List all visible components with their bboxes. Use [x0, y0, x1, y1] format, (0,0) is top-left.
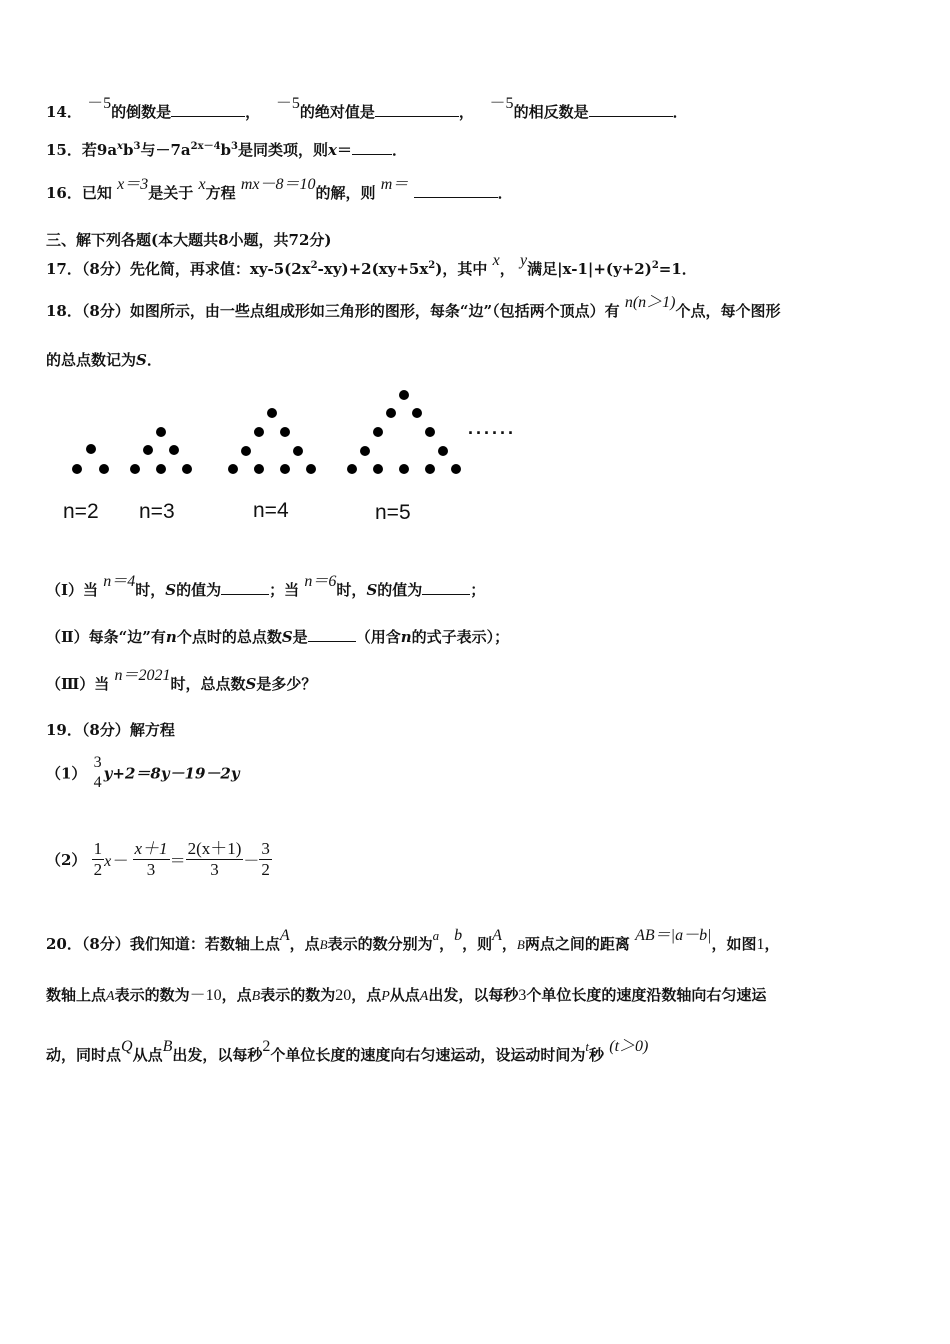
dot	[280, 427, 290, 437]
dot	[360, 446, 370, 456]
dot	[399, 390, 409, 400]
dot	[169, 445, 179, 455]
dot	[306, 464, 316, 474]
dot	[156, 464, 166, 474]
answer-blank[interactable]	[308, 627, 356, 642]
answer-blank[interactable]	[422, 580, 470, 595]
dot	[347, 464, 357, 474]
question-14: 14． －5的倒数是 ， －5的绝对值是 ， －5的相反数是 ．	[46, 95, 688, 121]
fraction: $\frac{2(x+1)}{3}$	[187, 839, 242, 879]
dot	[425, 464, 435, 474]
section-3-title: 三、解下列各题(本大题共8小题，共72分)	[46, 231, 332, 249]
dot	[451, 464, 461, 474]
question-19: 19．（8分）解方程	[46, 721, 175, 739]
question-16: 16．已知 x＝3是关于 x方程 mx－8＝10的解，则 m＝ ．	[46, 176, 513, 202]
dot	[72, 464, 82, 474]
q16-number: 16．	[46, 184, 82, 202]
q18-part-2: （Ⅱ）每条“边”有n个点时的总点数S是 （用含n的式子表示）；	[46, 628, 510, 646]
question-20-line-1: 20．（8分）我们知道：若数轴上点A，点B表示的数分别为a，b，则A，B两点之间的距离 AB＝|a－b|，如图1，	[46, 927, 780, 953]
q19-part-2: （2） $\frac{1}{2}$ x－ $\frac{x+1}{3}$ ＝ $\frac{2(x+1)}{3}$ － $\frac{3}{2}$	[46, 839, 270, 879]
dot	[293, 446, 303, 456]
question-18-line-1: 18．（8分）如图所示，由一些点组成形如三角形的图形，每条“边”（包括两个顶点）有 n(n＞1)个点，每个图形	[46, 294, 781, 320]
label-n5: n=5	[375, 501, 411, 524]
label-n2: n=2	[63, 500, 99, 523]
q15-number: 15．	[46, 141, 82, 159]
fraction: $\frac{1}{2}$	[93, 839, 103, 879]
dot	[99, 464, 109, 474]
dot	[373, 427, 383, 437]
distance-formula: AB＝|a－b|	[635, 927, 712, 944]
dot	[438, 446, 448, 456]
question-17: 17．（8分）先化简，再求值：$xy-5(2x^2-xy)+2(xy+5x^2)$，其中 x， y满足$|x-1|+(y+2)^2=1$．	[46, 252, 697, 278]
dot	[254, 427, 264, 437]
dot	[425, 427, 435, 437]
dot	[399, 464, 409, 474]
question-15: 15．若$9a^xb^3$与$-7a^{2x-4}b^3$是同类项，则x＝ ．	[46, 141, 408, 159]
question-18-line-2: 的总点数记为S．	[46, 351, 162, 369]
q18-part-1: （Ⅰ）当 n＝4时，S的值为 ；当 n＝6时，S的值为 ；	[46, 573, 486, 599]
label-n3: n=3	[139, 500, 175, 523]
q14-value-2: －5	[275, 95, 300, 112]
question-20-line-2: 数轴上点A表示的数为－10，点B表示的数为20，点P从点A出发，以每秒3个单位长度的速度沿数轴向右匀速运	[46, 986, 767, 1004]
dot	[412, 408, 422, 418]
dot	[156, 427, 166, 437]
q14-value-1: －5	[87, 95, 112, 112]
q14-number: 14．	[46, 103, 82, 121]
dot	[130, 464, 140, 474]
fraction: $\frac{x+1}{3}$	[134, 839, 168, 879]
dot	[143, 445, 153, 455]
q18-condition: n(n＞1)	[624, 294, 676, 311]
q16-condition: x＝3	[117, 176, 149, 193]
figure-ellipsis: ......	[468, 418, 517, 438]
q19-part-1: （1） 3 4 y+2＝8y－19－2y	[46, 754, 240, 791]
dot	[182, 464, 192, 474]
q16-equation: mx－8＝10	[240, 176, 316, 193]
dot	[373, 464, 383, 474]
fraction: 3 4	[93, 754, 102, 791]
q14-text-1: 的倒数是	[111, 103, 172, 121]
dot	[254, 464, 264, 474]
dot	[228, 464, 238, 474]
q18-part-3: （Ⅲ）当 n＝2021时，总点数S是多少？	[46, 667, 317, 693]
dot	[241, 446, 251, 456]
q14-value-3: －5	[489, 95, 514, 112]
question-20-line-3: 动，同时点Q从点B出发，以每秒2个单位长度的速度向右匀速运动，设运动时间为t秒 (t＞0)	[46, 1038, 649, 1064]
answer-blank[interactable]	[221, 580, 269, 595]
q14-text-3: 的相反数是	[513, 103, 589, 121]
dot	[86, 444, 96, 454]
dot	[267, 408, 277, 418]
dot	[280, 464, 290, 474]
q14-text-2: 的绝对值是	[299, 103, 375, 121]
fraction: $\frac{3}{2}$	[261, 839, 270, 879]
dot	[386, 408, 396, 418]
label-n4: n=4	[253, 499, 289, 522]
